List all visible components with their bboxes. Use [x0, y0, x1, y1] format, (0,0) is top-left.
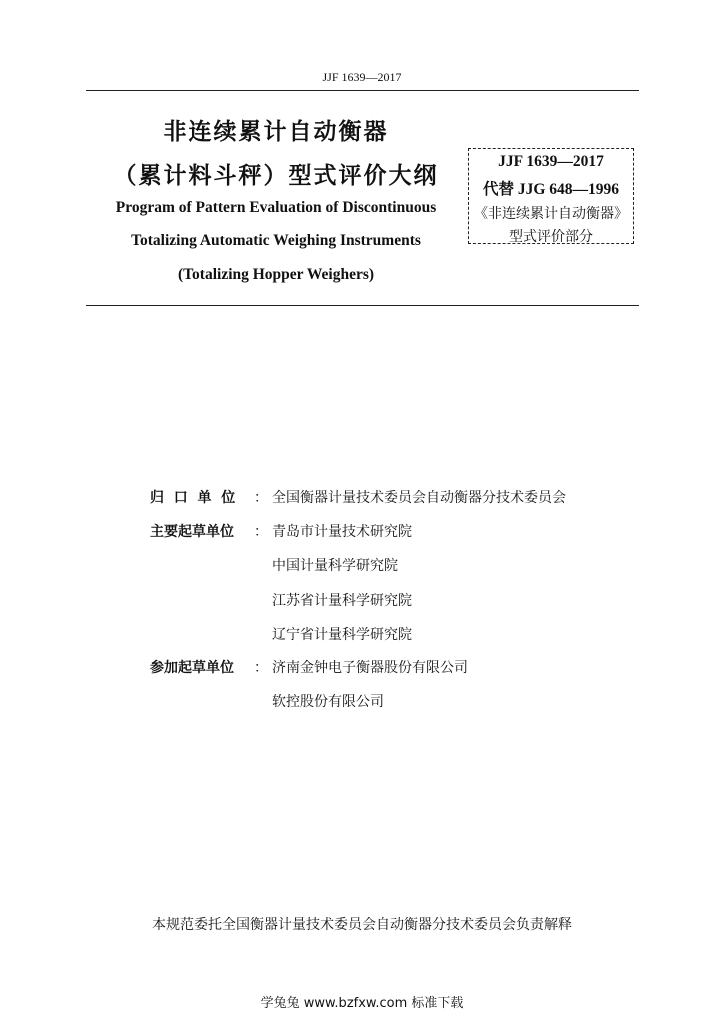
title-english-line3: (Totalizing Hopper Weighers) — [177, 266, 375, 283]
main-drafting-label: 主要起草单位 — [150, 524, 234, 540]
participating-drafting-label: 参加起草单位 — [150, 660, 234, 676]
participating-drafting-unit: 济南金钟电子衡器股份有限公司 — [272, 660, 468, 676]
main-drafting-unit: 中国计量科学研究院 — [272, 558, 398, 574]
interpretation-note: 本规范委托全国衡器计量技术委员会自动衡器分技术委员会负责解释 — [152, 917, 572, 933]
title-chinese-line1: 非连续累计自动衡器 — [163, 119, 389, 145]
top-rule — [86, 90, 639, 91]
title-english-line2: Totalizing Automatic Weighing Instruments — [131, 232, 421, 249]
header-standard-code: JJF 1639—2017 — [322, 70, 402, 84]
responsible-unit-colon: ： — [254, 490, 268, 506]
watermark-text: 学兔兔 www.bzfxw.com 标准下载 — [260, 996, 464, 1011]
code-box-line3: 《非连续累计自动衡器》 — [474, 206, 628, 222]
main-drafting-unit: 江苏省计量科学研究院 — [272, 593, 412, 609]
main-drafting-colon: ： — [254, 524, 268, 540]
title-bottom-rule — [86, 305, 639, 306]
responsible-unit-value: 全国衡器计量技术委员会自动衡器分技术委员会 — [272, 490, 566, 506]
code-box-line2: 代替 JJG 648—1996 — [482, 181, 620, 198]
title-chinese-line2: （累计料斗秤）型式评价大纲 — [113, 163, 439, 189]
responsible-unit-label: 归 口 单 位 — [150, 490, 236, 506]
main-drafting-unit: 辽宁省计量科学研究院 — [272, 627, 412, 643]
title-english-line1: Program of Pattern Evaluation of Discontinuous — [115, 199, 437, 216]
code-box-line4: 型式评价部分 — [509, 229, 593, 245]
participating-drafting-unit: 软控股份有限公司 — [272, 694, 384, 710]
main-drafting-unit: 青岛市计量技术研究院 — [272, 524, 412, 540]
participating-drafting-colon: ： — [254, 660, 268, 676]
code-box-line1: JJF 1639—2017 — [498, 153, 604, 170]
